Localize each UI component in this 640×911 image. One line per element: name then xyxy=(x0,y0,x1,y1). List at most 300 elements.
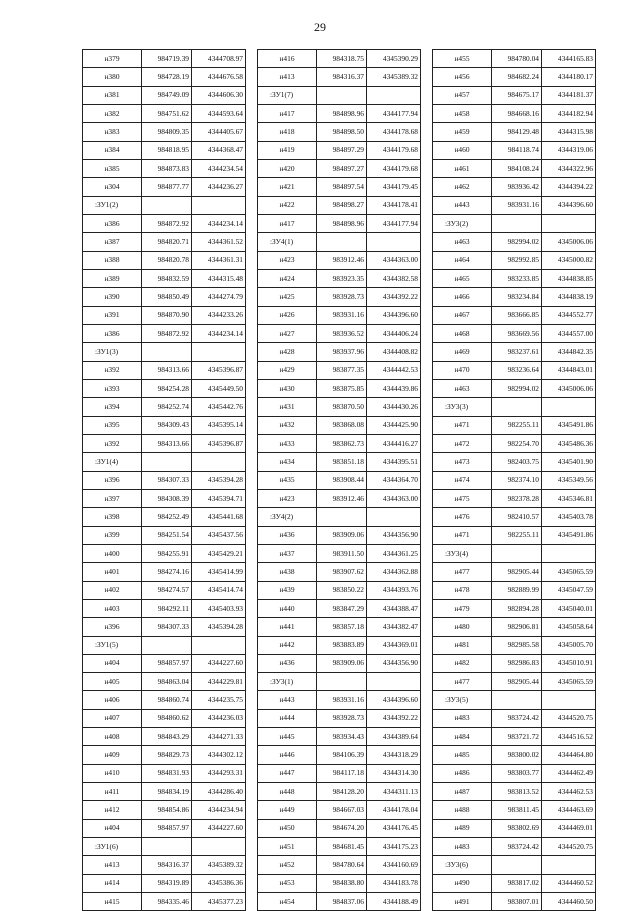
point-id-cell: н444 xyxy=(258,709,317,727)
point-id-cell: н437 xyxy=(258,544,317,562)
point-id-cell: н447 xyxy=(258,764,317,782)
table-row xyxy=(83,434,246,452)
table-row xyxy=(83,159,246,177)
point-id-cell: н416 xyxy=(258,50,317,68)
point-id-cell: н389 xyxy=(83,269,142,287)
table-row xyxy=(258,288,421,306)
table-row xyxy=(83,654,246,672)
point-id-cell: н482 xyxy=(433,654,492,672)
table-row xyxy=(258,544,421,562)
x-coordinate-cell: 984108.24 xyxy=(492,159,542,177)
x-coordinate-cell: 982985.58 xyxy=(492,636,542,654)
x-coordinate-cell: 984313.66 xyxy=(142,434,192,452)
table-row xyxy=(258,783,421,801)
point-id-cell: н386 xyxy=(83,324,142,342)
point-id-cell: н433 xyxy=(258,434,317,452)
table-row xyxy=(433,746,596,764)
point-id-cell: н425 xyxy=(258,288,317,306)
x-coordinate-cell: 982905.44 xyxy=(492,563,542,581)
point-id-cell: н422 xyxy=(258,196,317,214)
x-coordinate-cell: 984873.83 xyxy=(142,159,192,177)
x-coordinate-cell: 983909.06 xyxy=(317,526,367,544)
point-id-cell: н459 xyxy=(433,123,492,141)
y-coordinate-cell: 4344318.29 xyxy=(367,746,421,764)
point-id-cell: н393 xyxy=(83,379,142,397)
section-label: :ЗУ1(7) xyxy=(258,86,317,104)
table-row xyxy=(258,764,421,782)
y-coordinate-cell: 4344236.03 xyxy=(192,709,246,727)
x-coordinate-cell: 984318.75 xyxy=(317,50,367,68)
x-coordinate-cell: 984870.90 xyxy=(142,306,192,324)
x-coordinate-cell: 984335.46 xyxy=(142,893,192,911)
y-coordinate-cell: 4345396.87 xyxy=(192,434,246,452)
y-coordinate-cell: 4345006.06 xyxy=(542,233,596,251)
table-row xyxy=(433,251,596,269)
x-coordinate-cell: 984877.77 xyxy=(142,178,192,196)
point-id-cell: н467 xyxy=(433,306,492,324)
point-id-cell: н463 xyxy=(433,233,492,251)
coordinates-table-middle xyxy=(257,49,421,911)
y-coordinate-cell: 4344315.48 xyxy=(192,269,246,287)
x-coordinate-cell: 983813.52 xyxy=(492,783,542,801)
y-coordinate-cell: 4344179.68 xyxy=(367,141,421,159)
y-coordinate-cell: 4344394.22 xyxy=(542,178,596,196)
x-coordinate-cell: 984898.96 xyxy=(317,214,367,232)
y-coordinate-cell: 4344227.60 xyxy=(192,654,246,672)
x-coordinate-cell: 984749.09 xyxy=(142,86,192,104)
point-id-cell: н392 xyxy=(83,361,142,379)
point-id-cell: н426 xyxy=(258,306,317,324)
point-id-cell: н477 xyxy=(433,673,492,691)
table-row xyxy=(433,893,596,911)
table-row xyxy=(258,196,421,214)
y-coordinate-cell: 4345000.82 xyxy=(542,251,596,269)
x-coordinate-cell: 984316.37 xyxy=(317,68,367,86)
point-id-cell: н483 xyxy=(433,709,492,727)
x-coordinate-cell: 983800.02 xyxy=(492,746,542,764)
y-coordinate-cell: 4344356.90 xyxy=(367,526,421,544)
y-coordinate-cell: 4344363.00 xyxy=(367,489,421,507)
y-coordinate-cell: 4344460.52 xyxy=(542,874,596,892)
table-row xyxy=(83,306,246,324)
x-coordinate-cell: 984863.04 xyxy=(142,673,192,691)
y-coordinate-cell: 4345437.56 xyxy=(192,526,246,544)
y-coordinate-cell: 4345390.29 xyxy=(367,50,421,68)
y-coordinate-cell: 4344552.77 xyxy=(542,306,596,324)
x-coordinate-cell: 984854.86 xyxy=(142,801,192,819)
point-id-cell: н383 xyxy=(83,123,142,141)
x-coordinate-cell: 984843.29 xyxy=(142,728,192,746)
x-coordinate-cell: 984254.28 xyxy=(142,379,192,397)
table-row xyxy=(433,324,596,342)
table-row xyxy=(433,673,596,691)
point-id-cell: н381 xyxy=(83,86,142,104)
point-id-cell: н397 xyxy=(83,489,142,507)
point-id-cell: н388 xyxy=(83,251,142,269)
x-coordinate-cell: 984809.35 xyxy=(142,123,192,141)
x-coordinate-cell: 983851.18 xyxy=(317,453,367,471)
table-row xyxy=(433,801,596,819)
section-label: :ЗУ4(2) xyxy=(258,508,317,526)
y-coordinate-cell: 4344274.79 xyxy=(192,288,246,306)
x-coordinate-cell: 984820.78 xyxy=(142,251,192,269)
point-id-cell: н486 xyxy=(433,764,492,782)
table-row xyxy=(433,416,596,434)
x-coordinate-cell: 984251.54 xyxy=(142,526,192,544)
y-coordinate-cell: 4345394.28 xyxy=(192,618,246,636)
x-coordinate-cell: 984872.92 xyxy=(142,214,192,232)
x-coordinate-cell: 984313.66 xyxy=(142,361,192,379)
x-coordinate-cell: 984872.92 xyxy=(142,324,192,342)
point-id-cell: н387 xyxy=(83,233,142,251)
empty-cell xyxy=(317,508,367,526)
y-coordinate-cell: 4344396.60 xyxy=(367,306,421,324)
x-coordinate-cell: 983931.16 xyxy=(317,306,367,324)
y-coordinate-cell: 4344179.45 xyxy=(367,178,421,196)
x-coordinate-cell: 984831.93 xyxy=(142,764,192,782)
point-id-cell: н481 xyxy=(433,636,492,654)
point-id-cell: н394 xyxy=(83,398,142,416)
y-coordinate-cell: 4344311.13 xyxy=(367,783,421,801)
empty-cell xyxy=(492,214,542,232)
point-id-cell: н407 xyxy=(83,709,142,727)
table-row xyxy=(83,379,246,397)
point-id-cell: н491 xyxy=(433,893,492,911)
y-coordinate-cell: 4344229.81 xyxy=(192,673,246,691)
x-coordinate-cell: 983847.29 xyxy=(317,599,367,617)
table-row xyxy=(83,489,246,507)
point-id-cell: н404 xyxy=(83,819,142,837)
y-coordinate-cell: 4344593.64 xyxy=(192,104,246,122)
empty-cell xyxy=(542,856,596,874)
y-coordinate-cell: 4345389.32 xyxy=(192,856,246,874)
x-coordinate-cell: 982410.57 xyxy=(492,508,542,526)
y-coordinate-cell: 4344182.94 xyxy=(542,104,596,122)
table-row xyxy=(83,563,246,581)
table-row xyxy=(433,141,596,159)
x-coordinate-cell: 984682.24 xyxy=(492,68,542,86)
y-coordinate-cell: 4345006.06 xyxy=(542,379,596,397)
y-coordinate-cell: 4345491.86 xyxy=(542,526,596,544)
coordinates-table-right xyxy=(432,49,596,911)
section-row xyxy=(433,214,596,232)
point-id-cell: н442 xyxy=(258,636,317,654)
point-id-cell: н423 xyxy=(258,489,317,507)
y-coordinate-cell: 4344842.35 xyxy=(542,343,596,361)
point-id-cell: н411 xyxy=(83,783,142,801)
table-row xyxy=(433,434,596,452)
x-coordinate-cell: 984681.45 xyxy=(317,838,367,856)
table-row xyxy=(433,178,596,196)
x-coordinate-cell: 983875.85 xyxy=(317,379,367,397)
point-id-cell: н419 xyxy=(258,141,317,159)
x-coordinate-cell: 982378.28 xyxy=(492,489,542,507)
point-id-cell: н472 xyxy=(433,434,492,452)
y-coordinate-cell: 4345449.50 xyxy=(192,379,246,397)
section-row xyxy=(258,233,421,251)
section-label: :ЗУ1(5) xyxy=(83,636,142,654)
table-row xyxy=(258,654,421,672)
table-row xyxy=(258,746,421,764)
point-id-cell: н428 xyxy=(258,343,317,361)
table-row xyxy=(433,104,596,122)
y-coordinate-cell: 4345401.90 xyxy=(542,453,596,471)
y-coordinate-cell: 4344395.51 xyxy=(367,453,421,471)
table-row xyxy=(83,526,246,544)
table-row xyxy=(83,673,246,691)
empty-cell xyxy=(492,398,542,416)
table-row xyxy=(258,178,421,196)
x-coordinate-cell: 983817.02 xyxy=(492,874,542,892)
point-id-cell: н415 xyxy=(83,893,142,911)
x-coordinate-cell: 984255.91 xyxy=(142,544,192,562)
x-coordinate-cell: 984832.59 xyxy=(142,269,192,287)
x-coordinate-cell: 983934.43 xyxy=(317,728,367,746)
point-id-cell: н382 xyxy=(83,104,142,122)
x-coordinate-cell: 983236.64 xyxy=(492,361,542,379)
point-id-cell: н450 xyxy=(258,819,317,837)
x-coordinate-cell: 983931.16 xyxy=(492,196,542,214)
point-id-cell: н451 xyxy=(258,838,317,856)
y-coordinate-cell: 4344460.50 xyxy=(542,893,596,911)
point-id-cell: н470 xyxy=(433,361,492,379)
x-coordinate-cell: 984118.74 xyxy=(492,141,542,159)
empty-cell xyxy=(142,343,192,361)
table-row xyxy=(258,269,421,287)
y-coordinate-cell: 4344520.75 xyxy=(542,709,596,727)
y-coordinate-cell: 4344382.58 xyxy=(367,269,421,287)
table-row xyxy=(433,838,596,856)
section-label: :ЗУ3(4) xyxy=(433,544,492,562)
y-coordinate-cell: 4344838.85 xyxy=(542,269,596,287)
x-coordinate-cell: 984668.16 xyxy=(492,104,542,122)
point-id-cell: н430 xyxy=(258,379,317,397)
x-coordinate-cell: 984751.62 xyxy=(142,104,192,122)
table-row xyxy=(83,86,246,104)
y-coordinate-cell: 4345442.76 xyxy=(192,398,246,416)
x-coordinate-cell: 983923.35 xyxy=(317,269,367,287)
y-coordinate-cell: 4345065.59 xyxy=(542,673,596,691)
y-coordinate-cell: 4344271.33 xyxy=(192,728,246,746)
y-coordinate-cell: 4344393.76 xyxy=(367,581,421,599)
coordinates-table-left xyxy=(82,49,246,911)
section-row xyxy=(433,856,596,874)
table-row xyxy=(83,361,246,379)
x-coordinate-cell: 984308.39 xyxy=(142,489,192,507)
y-coordinate-cell: 4344178.68 xyxy=(367,123,421,141)
y-coordinate-cell: 4344165.83 xyxy=(542,50,596,68)
empty-cell xyxy=(492,856,542,874)
x-coordinate-cell: 984897.29 xyxy=(317,141,367,159)
section-row xyxy=(258,86,421,104)
x-coordinate-cell: 983883.89 xyxy=(317,636,367,654)
table-row xyxy=(258,453,421,471)
empty-cell xyxy=(192,838,246,856)
table-row xyxy=(83,618,246,636)
table-row xyxy=(83,783,246,801)
y-coordinate-cell: 4345349.56 xyxy=(542,471,596,489)
section-row xyxy=(433,398,596,416)
y-coordinate-cell: 4344356.90 xyxy=(367,654,421,672)
point-id-cell: н477 xyxy=(433,563,492,581)
table-row xyxy=(258,306,421,324)
section-row xyxy=(258,508,421,526)
empty-cell xyxy=(367,508,421,526)
point-id-cell: н443 xyxy=(258,691,317,709)
point-id-cell: н421 xyxy=(258,178,317,196)
point-id-cell: н454 xyxy=(258,893,317,911)
point-id-cell: н483 xyxy=(433,838,492,856)
table-row xyxy=(83,251,246,269)
point-id-cell: н405 xyxy=(83,673,142,691)
x-coordinate-cell: 984309.43 xyxy=(142,416,192,434)
y-coordinate-cell: 4344389.64 xyxy=(367,728,421,746)
x-coordinate-cell: 983666.85 xyxy=(492,306,542,324)
y-coordinate-cell: 4344293.31 xyxy=(192,764,246,782)
section-label: :ЗУ3(6) xyxy=(433,856,492,874)
point-id-cell: н380 xyxy=(83,68,142,86)
y-coordinate-cell: 4344462.49 xyxy=(542,764,596,782)
x-coordinate-cell: 982255.11 xyxy=(492,416,542,434)
section-row xyxy=(83,636,246,654)
y-coordinate-cell: 4344469.01 xyxy=(542,819,596,837)
point-id-cell: н434 xyxy=(258,453,317,471)
x-coordinate-cell: 984837.06 xyxy=(317,893,367,911)
point-id-cell: н464 xyxy=(433,251,492,269)
table-row xyxy=(83,709,246,727)
point-id-cell: н462 xyxy=(433,178,492,196)
point-id-cell: н479 xyxy=(433,599,492,617)
point-id-cell: н420 xyxy=(258,159,317,177)
table-row xyxy=(433,599,596,617)
point-id-cell: н400 xyxy=(83,544,142,562)
y-coordinate-cell: 4344314.30 xyxy=(367,764,421,782)
table-row xyxy=(433,123,596,141)
y-coordinate-cell: 4344234.14 xyxy=(192,214,246,232)
y-coordinate-cell: 4344408.82 xyxy=(367,343,421,361)
point-id-cell: н412 xyxy=(83,801,142,819)
section-row xyxy=(83,196,246,214)
table-row xyxy=(433,819,596,837)
table-row xyxy=(258,563,421,581)
y-coordinate-cell: 4344557.00 xyxy=(542,324,596,342)
x-coordinate-cell: 984857.97 xyxy=(142,654,192,672)
table-row xyxy=(258,50,421,68)
y-coordinate-cell: 4345389.32 xyxy=(367,68,421,86)
x-coordinate-cell: 982906.81 xyxy=(492,618,542,636)
table-row xyxy=(83,288,246,306)
x-coordinate-cell: 984818.95 xyxy=(142,141,192,159)
table-row xyxy=(433,581,596,599)
table-row xyxy=(258,379,421,397)
x-coordinate-cell: 984252.49 xyxy=(142,508,192,526)
empty-cell xyxy=(192,636,246,654)
x-coordinate-cell: 983937.96 xyxy=(317,343,367,361)
point-id-cell: н435 xyxy=(258,471,317,489)
point-id-cell: н386 xyxy=(83,214,142,232)
x-coordinate-cell: 983911.50 xyxy=(317,544,367,562)
y-coordinate-cell: 4344442.53 xyxy=(367,361,421,379)
empty-cell xyxy=(317,86,367,104)
table-row xyxy=(258,104,421,122)
y-coordinate-cell: 4345396.87 xyxy=(192,361,246,379)
point-id-cell: н471 xyxy=(433,526,492,544)
point-id-cell: н445 xyxy=(258,728,317,746)
x-coordinate-cell: 984860.74 xyxy=(142,691,192,709)
y-coordinate-cell: 4345005.70 xyxy=(542,636,596,654)
point-id-cell: н456 xyxy=(433,68,492,86)
x-coordinate-cell: 983868.08 xyxy=(317,416,367,434)
empty-cell xyxy=(542,544,596,562)
section-label: :ЗУ3(2) xyxy=(433,214,492,232)
empty-cell xyxy=(367,86,421,104)
table-row xyxy=(83,269,246,287)
empty-cell xyxy=(542,691,596,709)
table-row xyxy=(258,68,421,86)
table-row xyxy=(258,489,421,507)
point-id-cell: н441 xyxy=(258,618,317,636)
x-coordinate-cell: 983936.42 xyxy=(492,178,542,196)
point-id-cell: н418 xyxy=(258,123,317,141)
x-coordinate-cell: 983724.42 xyxy=(492,838,542,856)
empty-cell xyxy=(142,838,192,856)
table-row xyxy=(83,178,246,196)
x-coordinate-cell: 983912.46 xyxy=(317,251,367,269)
x-coordinate-cell: 984857.97 xyxy=(142,819,192,837)
point-id-cell: н469 xyxy=(433,343,492,361)
section-label: :ЗУ3(5) xyxy=(433,691,492,709)
point-id-cell: н452 xyxy=(258,856,317,874)
point-id-cell: н398 xyxy=(83,508,142,526)
x-coordinate-cell: 982986.83 xyxy=(492,654,542,672)
section-row xyxy=(83,838,246,856)
x-coordinate-cell: 983857.18 xyxy=(317,618,367,636)
table-row xyxy=(258,618,421,636)
point-id-cell: н490 xyxy=(433,874,492,892)
y-coordinate-cell: 4345491.86 xyxy=(542,416,596,434)
empty-cell xyxy=(142,636,192,654)
empty-cell xyxy=(192,453,246,471)
y-coordinate-cell: 4344392.22 xyxy=(367,709,421,727)
y-coordinate-cell: 4344175.23 xyxy=(367,838,421,856)
x-coordinate-cell: 983877.35 xyxy=(317,361,367,379)
point-id-cell: н384 xyxy=(83,141,142,159)
point-id-cell: н475 xyxy=(433,489,492,507)
table-row xyxy=(433,379,596,397)
table-row xyxy=(83,214,246,232)
y-coordinate-cell: 4344396.60 xyxy=(367,691,421,709)
empty-cell xyxy=(542,214,596,232)
x-coordinate-cell: 983931.16 xyxy=(317,691,367,709)
point-id-cell: н410 xyxy=(83,764,142,782)
point-id-cell: н401 xyxy=(83,563,142,581)
x-coordinate-cell: 984307.33 xyxy=(142,471,192,489)
point-id-cell: н488 xyxy=(433,801,492,819)
table-row xyxy=(258,874,421,892)
section-label: :ЗУ3(1) xyxy=(258,673,317,691)
point-id-cell: н399 xyxy=(83,526,142,544)
table-row xyxy=(433,269,596,287)
section-label: :ЗУ1(2) xyxy=(83,196,142,214)
section-row xyxy=(258,673,421,691)
table-row xyxy=(433,654,596,672)
point-id-cell: н448 xyxy=(258,783,317,801)
x-coordinate-cell: 983721.72 xyxy=(492,728,542,746)
x-coordinate-cell: 984838.80 xyxy=(317,874,367,892)
y-coordinate-cell: 4345386.36 xyxy=(192,874,246,892)
y-coordinate-cell: 4344425.90 xyxy=(367,416,421,434)
x-coordinate-cell: 982994.02 xyxy=(492,379,542,397)
